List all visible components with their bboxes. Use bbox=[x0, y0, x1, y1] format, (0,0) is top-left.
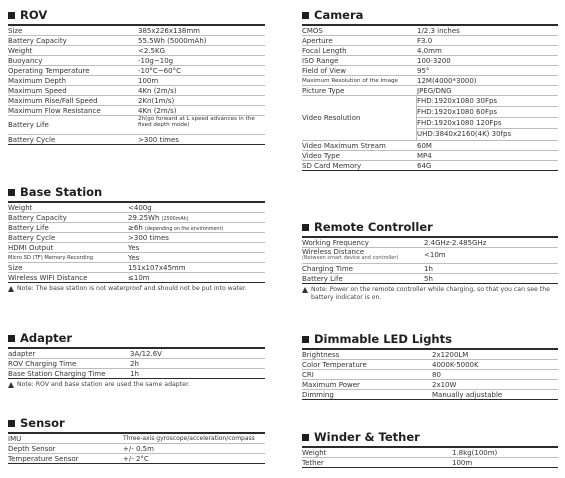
spec-key: Depth Sensor bbox=[8, 445, 56, 453]
spec-key: Battery Life bbox=[302, 275, 343, 283]
spec-key: Field of View bbox=[302, 67, 346, 75]
spec-value: 4Kn (2m/s) bbox=[138, 87, 177, 95]
spec-row bbox=[8, 444, 265, 454]
spec-key: Size bbox=[8, 264, 23, 272]
spec-key: ISO Range bbox=[302, 57, 339, 65]
spec-value: <2.5KG bbox=[138, 47, 166, 55]
spec-key: Color Temperature bbox=[302, 361, 367, 369]
winder-table bbox=[302, 448, 558, 468]
spec-value: 100-3200 bbox=[417, 57, 451, 65]
section-title: Base Station bbox=[20, 185, 103, 199]
spec-key: Micro SD (TF) Memory Recording bbox=[8, 255, 94, 261]
spec-row bbox=[302, 161, 558, 171]
spec-value: 1h bbox=[424, 265, 433, 273]
spec-value: >300 times bbox=[138, 136, 179, 144]
spec-value: 95° bbox=[417, 67, 430, 75]
spec-row bbox=[302, 448, 558, 458]
spec-value: Yes bbox=[128, 244, 140, 252]
spec-value: FHD:1920x1080 120Fps bbox=[417, 118, 558, 129]
spec-key-main: Wireless Distance bbox=[302, 248, 365, 256]
video-resolution-values bbox=[417, 96, 558, 140]
spec-value: -10°C~60°C bbox=[138, 67, 181, 75]
spec-key: HDMI Output bbox=[8, 244, 54, 252]
spec-key: CMOS bbox=[302, 27, 323, 35]
spec-key-note: (Between smart device and controller) bbox=[302, 255, 399, 261]
spec-row bbox=[8, 369, 265, 379]
section-title: ROV bbox=[20, 8, 48, 22]
spec-key bbox=[302, 248, 424, 263]
spec-row bbox=[302, 36, 558, 46]
section-title: Remote Controller bbox=[314, 220, 433, 234]
spec-value: 4.0mm bbox=[417, 47, 442, 55]
section-title: Adapter bbox=[20, 331, 73, 345]
sensor-header bbox=[8, 415, 265, 431]
spec-value: 3A/12.6V bbox=[130, 350, 162, 358]
camera-table bbox=[302, 26, 558, 171]
remote-controller-note bbox=[302, 286, 558, 302]
spec-key: Weight bbox=[302, 449, 327, 457]
spec-key: Charging Time bbox=[302, 265, 353, 273]
spec-row bbox=[8, 36, 265, 46]
spec-key: Brightness bbox=[302, 351, 340, 359]
sensor-section bbox=[8, 415, 265, 464]
spec-key: Dimming bbox=[302, 391, 334, 399]
spec-row bbox=[302, 458, 558, 468]
winder-header bbox=[302, 429, 558, 445]
spec-key: Video Resolution bbox=[302, 96, 417, 140]
spec-value: 60M bbox=[417, 142, 432, 150]
base-station-section bbox=[8, 184, 265, 293]
spec-value: <400g bbox=[128, 204, 152, 212]
section-square-icon bbox=[302, 434, 309, 441]
warning-icon bbox=[8, 286, 14, 292]
section-title: Winder & Tether bbox=[314, 430, 420, 444]
warning-icon bbox=[8, 382, 14, 388]
spec-row bbox=[8, 434, 265, 444]
remote-controller-header bbox=[302, 219, 558, 235]
spec-value: 1/2.3 inches bbox=[417, 27, 460, 35]
spec-value: F3.0 bbox=[417, 37, 433, 45]
spec-key: Size bbox=[8, 27, 23, 35]
remote-controller-table bbox=[302, 238, 558, 284]
camera-header bbox=[302, 7, 558, 23]
section-title: Sensor bbox=[20, 416, 65, 430]
spec-value: <10m bbox=[424, 251, 446, 259]
spec-row bbox=[302, 66, 558, 76]
spec-row bbox=[8, 233, 265, 243]
spec-key: Weight bbox=[8, 47, 33, 55]
spec-value: 5h bbox=[424, 275, 433, 283]
spec-value: 80 bbox=[432, 371, 441, 379]
section-square-icon bbox=[8, 12, 15, 19]
spec-row bbox=[8, 213, 265, 223]
spec-key: CRI bbox=[302, 371, 314, 379]
spec-value: 12M(4000*3000) bbox=[417, 77, 477, 85]
spec-value: Three-axis gyroscope/acceleration/compass bbox=[123, 435, 255, 442]
spec-key: Tether bbox=[302, 459, 324, 467]
spec-row bbox=[302, 86, 558, 96]
rov-header bbox=[8, 7, 265, 23]
winder-section bbox=[302, 429, 558, 468]
spec-value: 1h bbox=[130, 370, 139, 378]
spec-value: -10g~10g bbox=[138, 57, 174, 65]
warning-icon bbox=[302, 287, 308, 293]
spec-key: Buoyancy bbox=[8, 57, 43, 65]
spec-key: Battery Life bbox=[8, 224, 49, 232]
sensor-table bbox=[8, 434, 265, 464]
spec-value: Yes bbox=[128, 254, 140, 262]
spec-value: 385x226x138mm bbox=[138, 27, 201, 35]
spec-key: Maximum Flow Resistance bbox=[8, 107, 101, 115]
note-text: Note: Power on the remote controller while charging, so that you can see the battery indicator is on. bbox=[311, 286, 550, 301]
spec-value: ≤10m bbox=[128, 274, 150, 282]
spec-row bbox=[302, 76, 558, 86]
spec-value: 2x10W bbox=[432, 381, 457, 389]
adapter-section bbox=[8, 330, 265, 389]
spec-row bbox=[302, 370, 558, 380]
spec-key: Base Station Charging Time bbox=[8, 370, 106, 378]
remote-controller-section bbox=[302, 219, 558, 302]
spec-row bbox=[8, 223, 265, 233]
spec-key: Picture Type bbox=[302, 87, 345, 95]
section-title: Camera bbox=[314, 8, 364, 22]
spec-row bbox=[8, 66, 265, 76]
spec-row bbox=[8, 253, 265, 263]
spec-row bbox=[8, 359, 265, 369]
spec-row bbox=[302, 141, 558, 151]
spec-value: 151x107x45mm bbox=[128, 264, 186, 272]
spec-value: Manually adjustable bbox=[432, 391, 503, 399]
spec-row bbox=[8, 86, 265, 96]
section-square-icon bbox=[302, 224, 309, 231]
spec-row bbox=[302, 56, 558, 66]
spec-row bbox=[8, 96, 265, 106]
spec-key: Battery Life bbox=[8, 121, 49, 129]
section-square-icon bbox=[8, 335, 15, 342]
spec-row bbox=[302, 151, 558, 161]
note-text: Note: The base station is not waterproof and should not be put into water. bbox=[17, 285, 247, 292]
spec-key: Battery Capacity bbox=[8, 37, 67, 45]
video-resolution-row bbox=[302, 96, 558, 141]
spec-value: 2Kn(1m/s) bbox=[138, 97, 175, 105]
spec-value: 2h(go forward at L speed advances in the fixed depth mode) bbox=[138, 116, 255, 129]
rov-table bbox=[8, 26, 265, 145]
spec-key: Battery Cycle bbox=[8, 136, 56, 144]
spec-key: Wireless WIFI Distance bbox=[8, 274, 88, 282]
spec-value-main: 29.25Wh bbox=[128, 214, 160, 222]
spec-key: Battery Capacity bbox=[8, 214, 67, 222]
spec-key: IMU bbox=[8, 435, 22, 443]
note-text: Note: ROV and base station are used the same adapter. bbox=[17, 381, 190, 388]
spec-value: 4000K-5000K bbox=[432, 361, 479, 369]
spec-row bbox=[302, 390, 558, 400]
spec-key: Temperature Sensor bbox=[8, 455, 79, 463]
spec-key: adapter bbox=[8, 350, 36, 358]
spec-key: Maximum Speed bbox=[8, 87, 67, 95]
spec-key: Maximum Rise/Fall Speed bbox=[8, 97, 98, 105]
led-lights-header bbox=[302, 331, 558, 347]
spec-row bbox=[302, 264, 558, 274]
led-lights-section bbox=[302, 331, 558, 400]
spec-value: JPEG/DNG bbox=[417, 87, 452, 95]
spec-value: 55.5Wh (5000mAh) bbox=[138, 37, 207, 45]
spec-key: Maximum Power bbox=[302, 381, 360, 389]
spec-row bbox=[8, 273, 265, 283]
spec-value: 2h bbox=[130, 360, 139, 368]
spec-key: Weight bbox=[8, 204, 33, 212]
spec-row bbox=[302, 360, 558, 370]
spec-row bbox=[8, 46, 265, 56]
spec-key: SD Card Memory bbox=[302, 162, 362, 170]
spec-row bbox=[8, 135, 265, 145]
spec-value: +/- 2°C bbox=[123, 455, 149, 463]
camera-section bbox=[302, 7, 558, 171]
spec-value: 100m bbox=[452, 459, 473, 467]
spec-value: 1.8kg(100m) bbox=[452, 449, 498, 457]
rov-section bbox=[8, 7, 265, 145]
adapter-header bbox=[8, 330, 265, 346]
spec-value-main: ≥6h bbox=[128, 224, 143, 232]
spec-value: 2.4GHz-2.485GHz bbox=[424, 239, 487, 247]
spec-row bbox=[8, 263, 265, 273]
spec-value: FHD:1920x1080 60Fps bbox=[417, 107, 558, 118]
section-square-icon bbox=[302, 336, 309, 343]
spec-value-note: (2500mAh) bbox=[161, 217, 189, 222]
spec-key: Operating Temperature bbox=[8, 67, 90, 75]
spec-row bbox=[302, 248, 558, 264]
spec-row bbox=[8, 349, 265, 359]
base-station-note bbox=[8, 285, 265, 293]
adapter-table bbox=[8, 349, 265, 379]
base-station-table bbox=[8, 203, 265, 283]
spec-row bbox=[8, 116, 265, 135]
spec-row bbox=[8, 454, 265, 464]
spec-value-note: (depending on the environment) bbox=[145, 227, 224, 232]
spec-value: UHD:3840x2160(4K) 30fps bbox=[417, 130, 512, 138]
spec-row bbox=[8, 203, 265, 213]
spec-value bbox=[128, 223, 223, 232]
spec-key: Focal Length bbox=[302, 47, 347, 55]
spec-key: Video Type bbox=[302, 152, 340, 160]
spec-row bbox=[302, 238, 558, 248]
spec-row bbox=[302, 46, 558, 56]
section-square-icon bbox=[302, 12, 309, 19]
spec-key: Working Frequency bbox=[302, 239, 369, 247]
spec-row bbox=[8, 26, 265, 36]
spec-key: ROV Charging Time bbox=[8, 360, 77, 368]
spec-row bbox=[8, 76, 265, 86]
section-square-icon bbox=[8, 189, 15, 196]
spec-row bbox=[8, 243, 265, 253]
spec-key: Aperture bbox=[302, 37, 333, 45]
section-square-icon bbox=[8, 420, 15, 427]
spec-value: 4Kn (2m/s) bbox=[138, 107, 177, 115]
spec-key: Battery Cycle bbox=[8, 234, 56, 242]
spec-key: Maximum Depth bbox=[8, 77, 67, 85]
spec-row bbox=[8, 106, 265, 116]
spec-value bbox=[128, 213, 189, 222]
spec-row bbox=[302, 274, 558, 284]
spec-row bbox=[8, 56, 265, 66]
spec-value: FHD:1920x1080 30Fps bbox=[417, 96, 558, 107]
spec-value: 2x1200LM bbox=[432, 351, 469, 359]
base-station-header bbox=[8, 184, 265, 200]
section-title: Dimmable LED Lights bbox=[314, 332, 452, 346]
led-lights-table bbox=[302, 350, 558, 400]
spec-value: +/- 0.5m bbox=[123, 445, 154, 453]
spec-key: Maximum Resolution of the Image bbox=[302, 78, 398, 84]
spec-key: Video Maximum Stream bbox=[302, 142, 386, 150]
spec-value: >300 times bbox=[128, 234, 169, 242]
spec-value: 100m bbox=[138, 77, 159, 85]
spec-row bbox=[302, 26, 558, 36]
spec-row bbox=[302, 380, 558, 390]
adapter-note bbox=[8, 381, 265, 389]
spec-value: 64G bbox=[417, 162, 432, 170]
spec-value: MP4 bbox=[417, 152, 432, 160]
spec-row bbox=[302, 350, 558, 360]
